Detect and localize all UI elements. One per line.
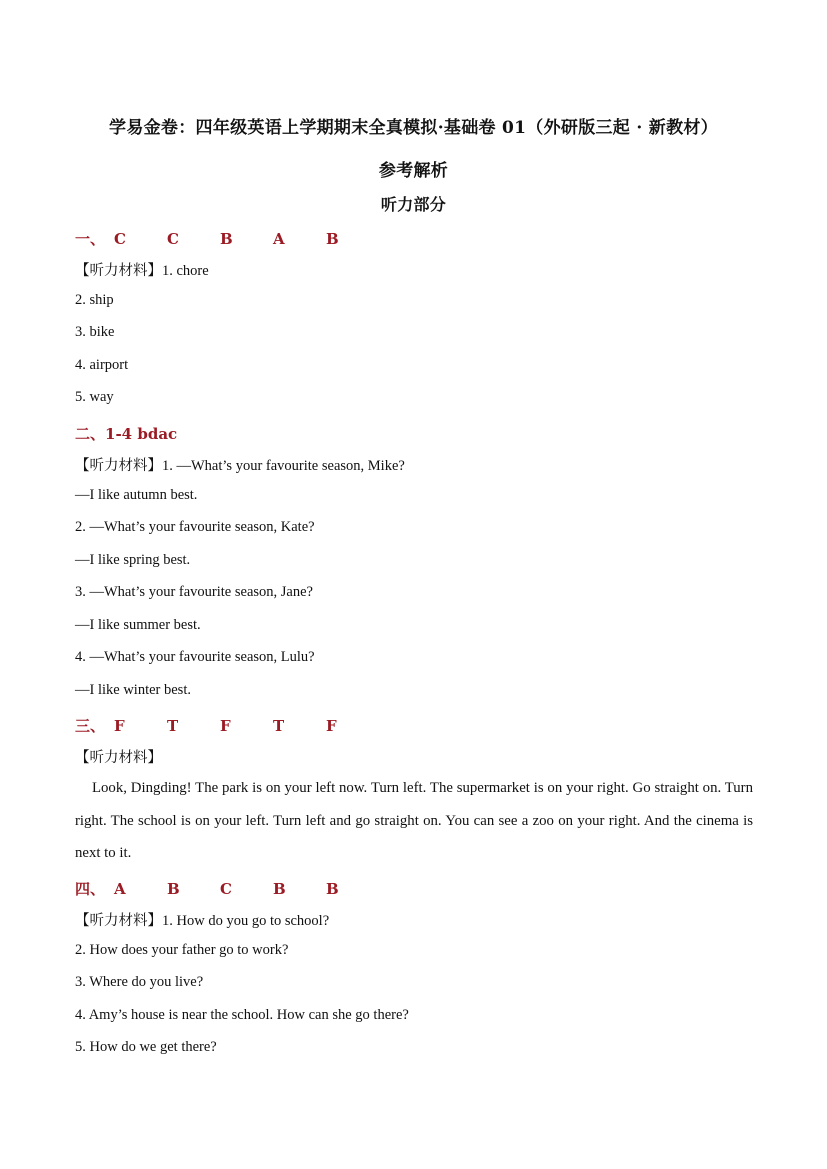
q2-line-5: 3. —What’s your favourite season, Jane? xyxy=(75,584,313,600)
q2-line-4: —I like spring best. xyxy=(75,552,191,568)
q3-answer-4: T xyxy=(273,717,285,735)
q3-label: 三、 xyxy=(75,717,106,735)
q2-line-1: 1. —What’s your favourite season, Mike? xyxy=(162,458,405,474)
q1-answer-1: C xyxy=(114,230,126,248)
q1-line-3: 3. bike xyxy=(75,324,115,340)
q2-label: 二、 xyxy=(75,425,106,443)
q2-answer: 1-4 bdac xyxy=(105,425,178,443)
q1-answer-4: A xyxy=(273,230,285,248)
q1-label: 一、 xyxy=(75,230,106,248)
q1-line-4: 4. airport xyxy=(75,357,129,373)
q2-line-2: —I like autumn best. xyxy=(75,487,198,503)
q1-material-tag: 【听力材料】 xyxy=(75,263,162,279)
q3-material-tag: 【听力材料】 xyxy=(75,750,162,766)
q2-material-tag: 【听力材料】 xyxy=(75,458,162,474)
q1-line-5: 5. way xyxy=(75,389,114,405)
q1-answer-5: B xyxy=(326,230,339,248)
section-heading: 听力部分 xyxy=(380,195,447,214)
q2-line-6: —I like summer best. xyxy=(75,617,201,633)
q4-line-4: 4. Amy’s house is near the school. How can she go there? xyxy=(75,1007,409,1023)
q4-material-line xyxy=(75,909,329,930)
q1-material-line xyxy=(75,259,209,280)
q4-line-1: 1. How do you go to school? xyxy=(162,913,330,929)
q4-answer-2: B xyxy=(167,880,180,898)
q2-answer-line xyxy=(75,423,177,444)
q1-line-2: 2. ship xyxy=(75,292,114,308)
q1-answer-2: C xyxy=(167,230,179,248)
q3-passage-block xyxy=(75,772,753,870)
q2-line-7: 4. —What’s your favourite season, Lulu? xyxy=(75,649,315,665)
q3-answer-line xyxy=(75,715,379,736)
q3-passage: Look, Dingding! The park is on your left now. Turn left. The supermarket is on your right. Go straight on. Turn right. The school is on your left. Turn left and go straight on. You can see a zoo on your right. And the cinema is next to it. xyxy=(75,780,753,862)
q1-line-1: 1. chore xyxy=(162,263,209,279)
q3-material-line xyxy=(75,746,162,767)
document-subtitle: 参考解析 xyxy=(378,161,449,181)
q2-line-3: 2. —What’s your favourite season, Kate? xyxy=(75,519,315,535)
q4-answer-1: A xyxy=(114,880,126,898)
q4-line-3: 3. Where do you live? xyxy=(75,974,204,990)
q4-answer-5: B xyxy=(326,880,339,898)
q4-answer-3: C xyxy=(220,880,232,898)
q3-answer-2: T xyxy=(167,717,179,735)
q3-answer-1: F xyxy=(114,717,125,735)
q2-material-line xyxy=(75,454,405,475)
q4-answer-4: B xyxy=(273,880,286,898)
q4-answer-line xyxy=(75,878,379,899)
q1-answer-3: B xyxy=(220,230,233,248)
q3-answer-3: F xyxy=(220,717,231,735)
q1-answer-line xyxy=(75,228,379,249)
q4-material-tag: 【听力材料】 xyxy=(75,913,162,929)
document-title: 学易金卷：四年级英语上学期期末全真模拟·基础卷 01（外研版三起 · 新教材） xyxy=(109,118,718,138)
q2-line-8: —I like winter best. xyxy=(75,682,191,698)
q4-line-2: 2. How does your father go to work? xyxy=(75,942,289,958)
q4-label: 四、 xyxy=(75,880,106,898)
q3-answer-5: F xyxy=(326,717,337,735)
q4-line-5: 5. How do we get there? xyxy=(75,1039,217,1055)
